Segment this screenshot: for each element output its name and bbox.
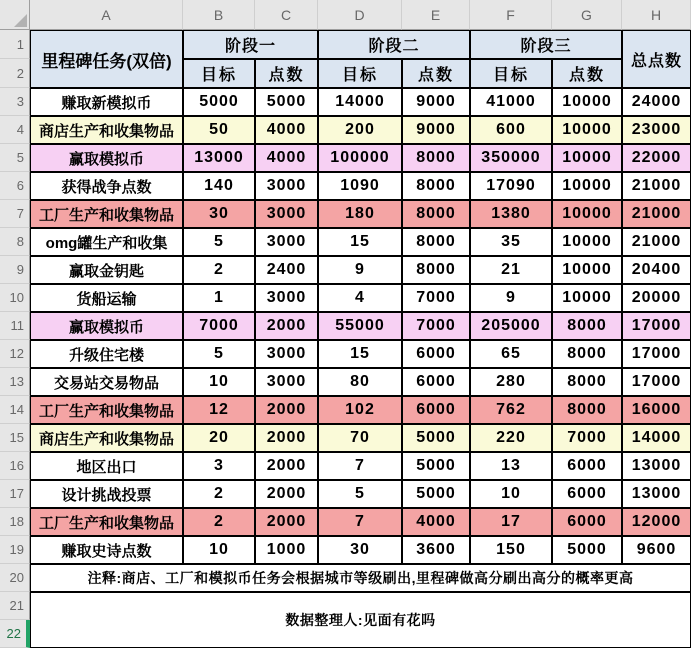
value-cell[interactable]: 5000: [255, 88, 318, 116]
task-cell[interactable]: 工厂生产和收集物品: [30, 396, 183, 424]
value-cell[interactable]: 10000: [552, 144, 622, 172]
row-header-14[interactable]: 14: [0, 396, 30, 424]
value-cell[interactable]: 22000: [622, 144, 691, 172]
row-header-21[interactable]: 21: [0, 592, 30, 620]
value-cell[interactable]: 55000: [318, 312, 402, 340]
row-header-10[interactable]: 10: [0, 284, 30, 312]
milestone-task-header-cell[interactable]: 里程碑任务(双倍): [30, 30, 183, 88]
task-cell[interactable]: 设计挑战投票: [30, 480, 183, 508]
credit-cell[interactable]: 数据整理人:见面有花吗: [30, 592, 691, 648]
value-cell[interactable]: 21000: [622, 200, 691, 228]
task-cell[interactable]: 商店生产和收集物品: [30, 116, 183, 144]
value-cell[interactable]: 15: [318, 340, 402, 368]
value-cell[interactable]: 12000: [622, 508, 691, 536]
value-cell[interactable]: 2000: [255, 452, 318, 480]
value-cell[interactable]: 2: [183, 508, 255, 536]
value-cell[interactable]: 8000: [402, 228, 470, 256]
value-cell[interactable]: 205000: [470, 312, 552, 340]
value-cell[interactable]: 10000: [552, 172, 622, 200]
value-cell[interactable]: 20400: [622, 256, 691, 284]
value-cell[interactable]: 4000: [402, 508, 470, 536]
task-cell[interactable]: 赢取模拟币: [30, 312, 183, 340]
column-header-F[interactable]: F: [470, 0, 552, 30]
stage1-header-cell[interactable]: 阶段一: [183, 30, 318, 59]
value-cell[interactable]: 13000: [622, 480, 691, 508]
column-header-C[interactable]: C: [255, 0, 318, 30]
task-cell[interactable]: 赚取史诗点数: [30, 536, 183, 564]
stage2-target-header-cell[interactable]: 目标: [318, 59, 402, 88]
value-cell[interactable]: 4000: [255, 116, 318, 144]
value-cell[interactable]: 17000: [622, 312, 691, 340]
row-header-15[interactable]: 15: [0, 424, 30, 452]
value-cell[interactable]: 10000: [552, 88, 622, 116]
value-cell[interactable]: 9600: [622, 536, 691, 564]
value-cell[interactable]: 4: [318, 284, 402, 312]
value-cell[interactable]: 10: [183, 536, 255, 564]
stage2-points-header-cell[interactable]: 点数: [402, 59, 470, 88]
task-cell[interactable]: 商店生产和收集物品: [30, 424, 183, 452]
row-header-22[interactable]: 22: [0, 620, 30, 648]
row-header-6[interactable]: 6: [0, 172, 30, 200]
value-cell[interactable]: 3: [183, 452, 255, 480]
value-cell[interactable]: 5000: [552, 536, 622, 564]
value-cell[interactable]: 17000: [622, 340, 691, 368]
row-header-16[interactable]: 16: [0, 452, 30, 480]
value-cell[interactable]: 13000: [622, 452, 691, 480]
value-cell[interactable]: 8000: [552, 368, 622, 396]
value-cell[interactable]: 5: [183, 228, 255, 256]
note-cell[interactable]: 注释:商店、工厂和模拟币任务会根据城市等级刷出,里程碑做高分刷出高分的概率更高: [30, 564, 691, 592]
value-cell[interactable]: 12: [183, 396, 255, 424]
task-cell[interactable]: 获得战争点数: [30, 172, 183, 200]
value-cell[interactable]: 5: [183, 340, 255, 368]
value-cell[interactable]: 30: [183, 200, 255, 228]
value-cell[interactable]: 70: [318, 424, 402, 452]
select-all-triangle-icon: [14, 14, 27, 27]
value-cell[interactable]: 4000: [255, 144, 318, 172]
row-header-2[interactable]: 2: [0, 59, 30, 88]
task-cell[interactable]: 货船运输: [30, 284, 183, 312]
value-cell[interactable]: 1: [183, 284, 255, 312]
value-cell[interactable]: 2000: [255, 508, 318, 536]
value-cell[interactable]: 8000: [402, 144, 470, 172]
value-cell[interactable]: 20000: [622, 284, 691, 312]
value-cell[interactable]: 3600: [402, 536, 470, 564]
value-cell[interactable]: 2: [183, 256, 255, 284]
value-cell[interactable]: 24000: [622, 88, 691, 116]
value-cell[interactable]: 5000: [402, 480, 470, 508]
value-cell[interactable]: 21000: [622, 228, 691, 256]
value-cell[interactable]: 9: [470, 284, 552, 312]
task-cell[interactable]: 工厂生产和收集物品: [30, 200, 183, 228]
value-cell[interactable]: 6000: [552, 452, 622, 480]
value-cell[interactable]: 16000: [622, 396, 691, 424]
value-cell[interactable]: 1000: [255, 536, 318, 564]
column-header-B[interactable]: B: [183, 0, 255, 30]
value-cell[interactable]: 5000: [402, 452, 470, 480]
value-cell[interactable]: 7000: [183, 312, 255, 340]
task-cell[interactable]: 赢取金钥匙: [30, 256, 183, 284]
task-cell[interactable]: 交易站交易物品: [30, 368, 183, 396]
task-cell[interactable]: 地区出口: [30, 452, 183, 480]
value-cell[interactable]: 220: [470, 424, 552, 452]
value-cell[interactable]: 6000: [552, 480, 622, 508]
value-cell[interactable]: 14000: [622, 424, 691, 452]
value-cell[interactable]: 2: [183, 480, 255, 508]
stage3-header-cell[interactable]: 阶段三: [470, 30, 622, 59]
value-cell[interactable]: 15: [318, 228, 402, 256]
value-cell[interactable]: 8000: [402, 200, 470, 228]
value-cell[interactable]: 5000: [183, 88, 255, 116]
value-cell[interactable]: 35: [470, 228, 552, 256]
row-header-1[interactable]: 1: [0, 30, 30, 59]
value-cell[interactable]: 100000: [318, 144, 402, 172]
row-header-17[interactable]: 17: [0, 480, 30, 508]
row-header-20[interactable]: 20: [0, 564, 30, 592]
row-header-9[interactable]: 9: [0, 256, 30, 284]
value-cell[interactable]: 20: [183, 424, 255, 452]
row-header-12[interactable]: 12: [0, 340, 30, 368]
value-cell[interactable]: 13: [470, 452, 552, 480]
value-cell[interactable]: 2000: [255, 396, 318, 424]
value-cell[interactable]: 2000: [255, 480, 318, 508]
value-cell[interactable]: 17000: [622, 368, 691, 396]
value-cell[interactable]: 5: [318, 480, 402, 508]
value-cell[interactable]: 9: [318, 256, 402, 284]
value-cell[interactable]: 3000: [255, 340, 318, 368]
task-cell[interactable]: 赚取新模拟币: [30, 88, 183, 116]
value-cell[interactable]: 350000: [470, 144, 552, 172]
value-cell[interactable]: 65: [470, 340, 552, 368]
value-cell[interactable]: 600: [470, 116, 552, 144]
value-cell[interactable]: 10000: [552, 284, 622, 312]
value-cell[interactable]: 14000: [318, 88, 402, 116]
value-cell[interactable]: 13000: [183, 144, 255, 172]
value-cell[interactable]: 8000: [552, 396, 622, 424]
value-cell[interactable]: 10000: [552, 256, 622, 284]
value-cell[interactable]: 17: [470, 508, 552, 536]
value-cell[interactable]: 9000: [402, 88, 470, 116]
value-cell[interactable]: 3000: [255, 368, 318, 396]
value-cell[interactable]: 8000: [552, 340, 622, 368]
row-header-11[interactable]: 11: [0, 312, 30, 340]
value-cell[interactable]: 10000: [552, 200, 622, 228]
value-cell[interactable]: 8000: [552, 312, 622, 340]
task-cell[interactable]: 升级住宅楼: [30, 340, 183, 368]
total-points-header-cell[interactable]: 总点数: [622, 30, 691, 88]
column-header-A[interactable]: A: [30, 0, 183, 30]
value-cell[interactable]: 180: [318, 200, 402, 228]
value-cell[interactable]: 80: [318, 368, 402, 396]
value-cell[interactable]: 200: [318, 116, 402, 144]
column-header-D[interactable]: D: [318, 0, 402, 30]
stage2-header-cell[interactable]: 阶段二: [318, 30, 470, 59]
row-header-8[interactable]: 8: [0, 228, 30, 256]
value-cell[interactable]: 50: [183, 116, 255, 144]
value-cell[interactable]: 1380: [470, 200, 552, 228]
value-cell[interactable]: 3000: [255, 284, 318, 312]
task-cell[interactable]: omg罐生产和收集: [30, 228, 183, 256]
task-cell[interactable]: 赢取模拟币: [30, 144, 183, 172]
column-header-E[interactable]: E: [402, 0, 470, 30]
value-cell[interactable]: 10000: [552, 116, 622, 144]
value-cell[interactable]: 21: [470, 256, 552, 284]
stage3-points-header-cell[interactable]: 点数: [552, 59, 622, 88]
value-cell[interactable]: 7000: [402, 284, 470, 312]
value-cell[interactable]: 280: [470, 368, 552, 396]
value-cell[interactable]: 6000: [402, 368, 470, 396]
value-cell[interactable]: 7: [318, 452, 402, 480]
value-cell[interactable]: 2000: [255, 424, 318, 452]
column-header-G[interactable]: G: [552, 0, 622, 30]
value-cell[interactable]: 17090: [470, 172, 552, 200]
value-cell[interactable]: 3000: [255, 200, 318, 228]
select-all-corner[interactable]: [0, 0, 30, 30]
value-cell[interactable]: 1090: [318, 172, 402, 200]
value-cell[interactable]: 140: [183, 172, 255, 200]
value-cell[interactable]: 7000: [552, 424, 622, 452]
value-cell[interactable]: 2400: [255, 256, 318, 284]
value-cell[interactable]: 23000: [622, 116, 691, 144]
value-cell[interactable]: 7000: [402, 312, 470, 340]
stage1-points-header-cell[interactable]: 点数: [255, 59, 318, 88]
stage3-target-header-cell[interactable]: 目标: [470, 59, 552, 88]
stage1-target-header-cell[interactable]: 目标: [183, 59, 255, 88]
value-cell[interactable]: 6000: [402, 340, 470, 368]
value-cell[interactable]: 150: [470, 536, 552, 564]
task-cell[interactable]: 工厂生产和收集物品: [30, 508, 183, 536]
value-cell[interactable]: 21000: [622, 172, 691, 200]
value-cell[interactable]: 30: [318, 536, 402, 564]
value-cell[interactable]: 10000: [552, 228, 622, 256]
row-header-4[interactable]: 4: [0, 116, 30, 144]
value-cell[interactable]: 41000: [470, 88, 552, 116]
value-cell[interactable]: 3000: [255, 172, 318, 200]
row-header-3[interactable]: 3: [0, 88, 30, 116]
value-cell[interactable]: 3000: [255, 228, 318, 256]
row-header-19[interactable]: 19: [0, 536, 30, 564]
row-header-7[interactable]: 7: [0, 200, 30, 228]
value-cell[interactable]: 102: [318, 396, 402, 424]
value-cell[interactable]: 8000: [402, 172, 470, 200]
value-cell[interactable]: 6000: [552, 508, 622, 536]
value-cell[interactable]: 9000: [402, 116, 470, 144]
value-cell[interactable]: 10: [470, 480, 552, 508]
column-header-H[interactable]: H: [622, 0, 691, 30]
value-cell[interactable]: 6000: [402, 396, 470, 424]
value-cell[interactable]: 10: [183, 368, 255, 396]
value-cell[interactable]: 5000: [402, 424, 470, 452]
value-cell[interactable]: 762: [470, 396, 552, 424]
value-cell[interactable]: 2000: [255, 312, 318, 340]
row-header-13[interactable]: 13: [0, 368, 30, 396]
value-cell[interactable]: 7: [318, 508, 402, 536]
row-header-18[interactable]: 18: [0, 508, 30, 536]
row-header-5[interactable]: 5: [0, 144, 30, 172]
value-cell[interactable]: 8000: [402, 256, 470, 284]
